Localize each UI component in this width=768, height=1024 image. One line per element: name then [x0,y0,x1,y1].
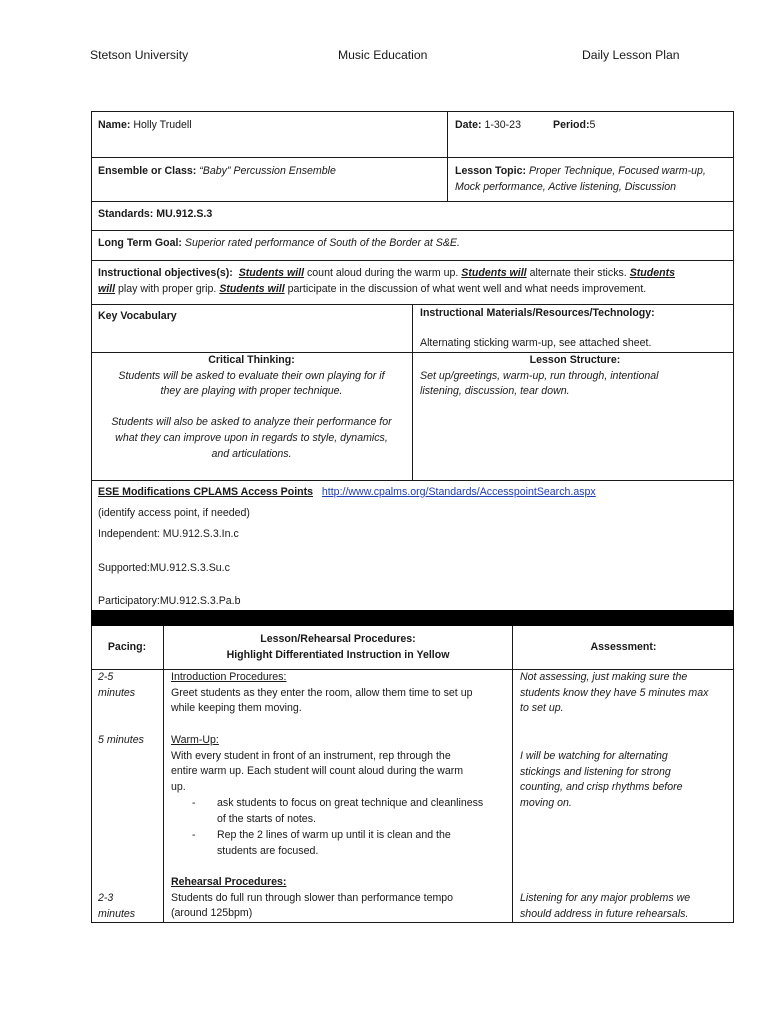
date-field: Date: 1-30-23 [455,119,521,131]
pacing-rehearsal: 2-3 minutes [98,892,136,920]
critical-thinking-block: Critical Thinking: Students will be asked to evaluate their own playing for if they are playing with proper technique. Students will also be asked to analyze their performance for what they can improve upon in regards to style, dynamics, and articulations. [111,354,392,460]
assessment-warmup: I will be watching for alternating stickings and listening for strong counting, and crisp rhythms before moving on. [520,750,683,809]
ese-independent: Independent: MU.912.S.3.In.c [98,528,239,540]
ese-identify-note: (identify access point, if needed) [98,507,250,519]
pacing-intro: 2-5 minutes [98,671,136,699]
teacher-name: Holly Trudell [133,119,192,131]
bullet-dash-1: - [192,797,196,809]
pacing-header: Pacing: [107,641,147,653]
instructional-objectives: Instructional objectives(s): Students will count aloud during the warm up. Students will alternate their sticks. Students will play with proper grip. Students will participate in the discussion of what went well and what needs improvement. [98,267,676,295]
university-name: Stetson University [90,48,189,62]
standards-value: MU.912.S.3 [156,208,213,220]
warmup-bullet-1: ask students to focus on great technique and cleanliness of the starts of notes. [217,797,484,825]
standards-field: Standards: MU.912.S.3 [98,208,213,220]
warmup-procedures: Warm-Up: With every student in front of an instrument, rep through the entire warm up. Each student will count aloud during the warm up. [171,734,464,793]
section-divider-bar [91,610,734,626]
ese-modifications: ESE Modifications CPLAMS Access Points http://www.cpalms.org/Standards/AccesspointSearch.aspx [98,486,596,498]
period-value: 5 [589,119,596,131]
assessment-header: Assessment: [590,641,657,653]
materials-value: Alternating sticking warm-up, see attached sheet. [420,337,652,349]
cpalms-link[interactable]: http://www.cpalms.org/Standards/AccesspointSearch.aspx [321,486,596,498]
bullet-dash-2: - [192,829,196,841]
materials-label: Instructional Materials/Resources/Technology: [420,307,655,319]
lesson-structure-block: Lesson Structure: Set up/greetings, warm-up, run through, intentional listening, discussion, tear down. [420,354,659,398]
warmup-bullet-2: Rep the 2 lines of warm up until it is clean and the students are focused. [217,829,451,857]
ese-participatory: Participatory:MU.912.S.3.Pa.b [98,595,241,607]
period-field: Period:5 [553,119,596,131]
ese-supported: Supported:MU.912.S.3.Su.c [98,562,230,574]
rehearsal-procedures: Rehearsal Procedures: Students do full run through slower than performance tempo (around 125bpm) [171,876,454,920]
key-vocabulary-label: Key Vocabulary [98,310,177,322]
pacing-warmup: 5 minutes [98,734,144,746]
ensemble-field: Ensemble or Class: “Baby” Percussion Ensemble [98,165,336,177]
long-term-goal-field: Long Term Goal: Superior rated performance of South of the Border at S&E. [98,237,460,249]
document-type: Daily Lesson Plan [582,48,680,62]
assessment-intro: Not assessing, just making sure the students know they have 5 minutes max to set up. [520,671,709,715]
name-field: Name: Holly Trudell [98,119,192,131]
procedures-header: Lesson/Rehearsal Procedures: Highlight Differentiated Instruction in Yellow [226,633,450,661]
lesson-date: 1-30-23 [484,119,521,131]
intro-procedures: Introduction Procedures: Greet students as they enter the room, allow them time to set up while keeping them moving. [171,671,473,715]
department-name: Music Education [338,48,428,62]
assessment-rehearsal: Listening for any major problems we should address in future rehearsals. [520,892,691,920]
lesson-topic-field: Lesson Topic: Proper Technique, Focused warm-up, Mock performance, Active listening, Discussion [455,165,706,193]
